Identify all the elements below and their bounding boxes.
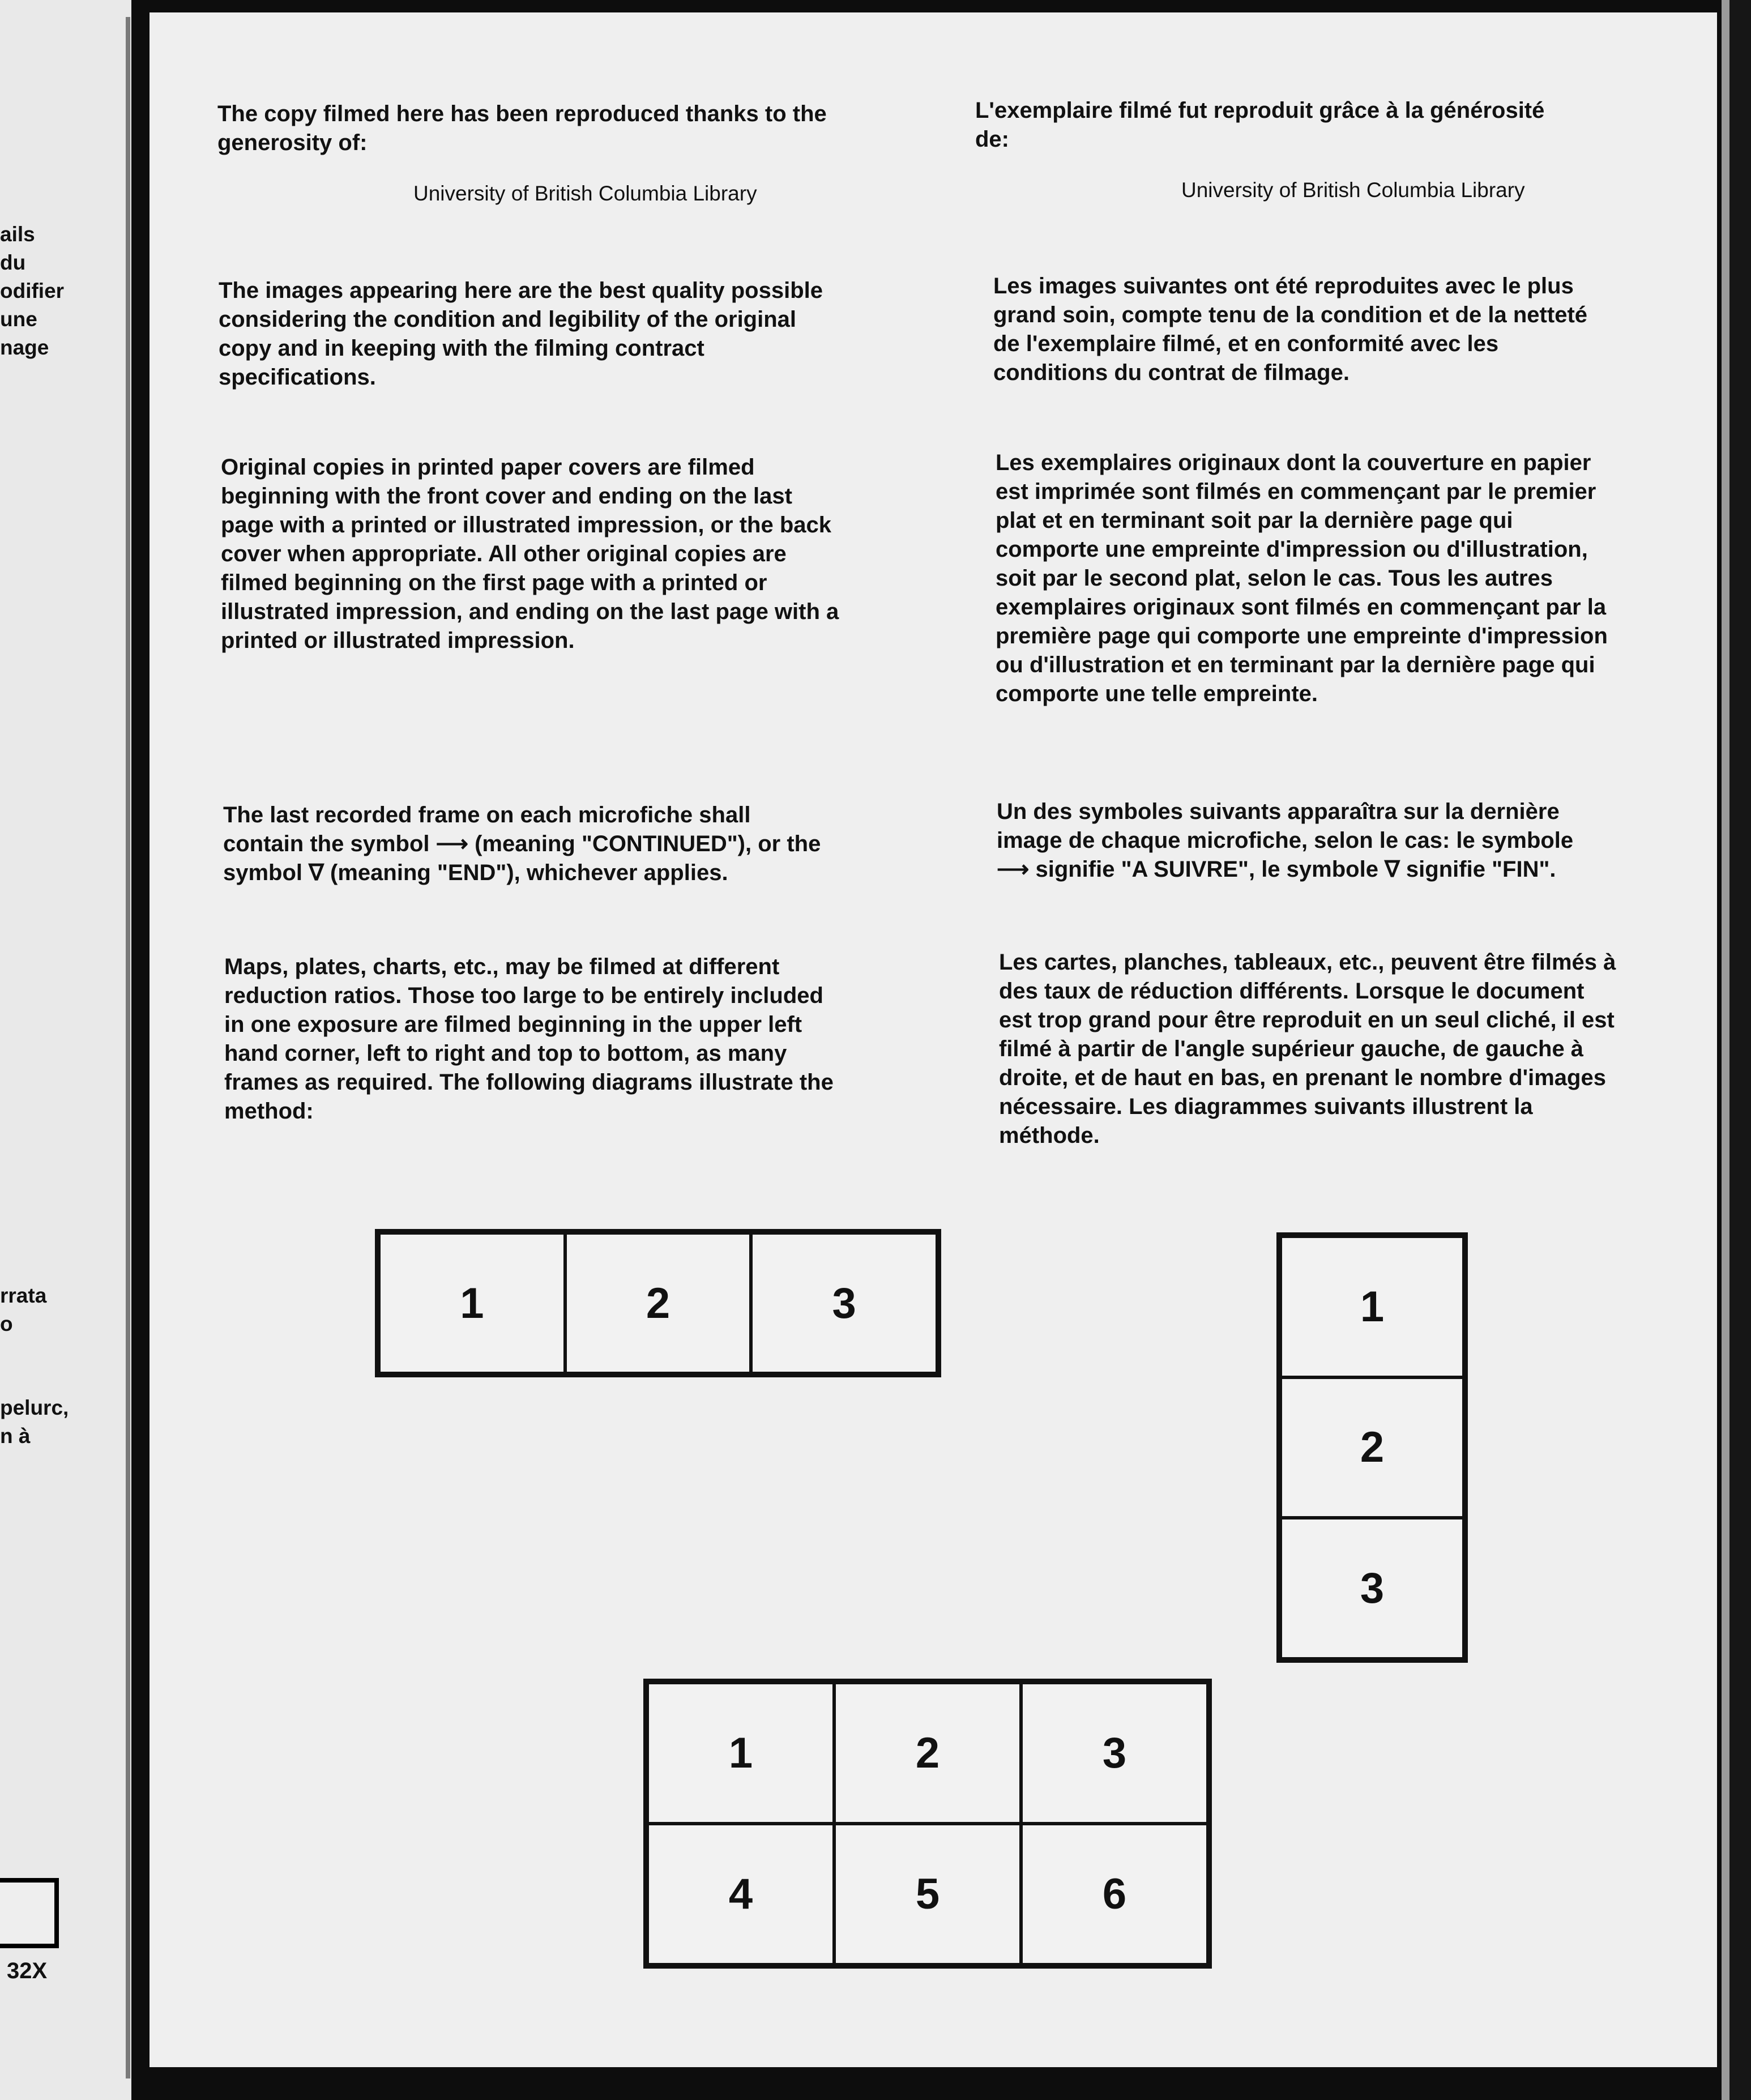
french-library: University of British Columbia Library bbox=[1181, 178, 1525, 202]
frame-cell: 3 bbox=[1280, 1518, 1464, 1659]
frame-cell: 3 bbox=[751, 1233, 937, 1373]
french-paragraph-4: Les cartes, planches, tableaux, etc., peuvent être filmés à des taux de réduction différents. Lorsque le document est trop grand pour être reproduit en un seul cliché, il est filmé à partir de l'angle supérieur gauche, de gauche à droite, et de haut en bas, en prenant le nombre d'images nécessaire. Les diagrammes suivants illustrent la méthode. bbox=[999, 950, 1616, 1148]
frame-cell: 6 bbox=[1021, 1824, 1208, 1965]
fragment: une bbox=[0, 308, 37, 331]
diagram-vertical bbox=[1276, 1232, 1468, 1663]
english-paragraph-2: Original copies in printed paper covers are filmed beginning with the front cover and ending on the last page with a printed or illustrated impression, or the back cover when appropriate. All other original copies are filmed beginning on the first page with a printed or illustrated impression, and ending on the last page with a printed or illustrated impression. bbox=[221, 455, 839, 653]
english-paragraph-1: The images appearing here are the best quality possible considering the condition and legibility of the original copy and in keeping with the filming contract specifications. bbox=[219, 278, 823, 390]
fragment: rrata bbox=[0, 1284, 47, 1307]
french-paragraph-3: Un des symboles suivants apparaîtra sur la dernière image de chaque microfiche, selon le cas: le symbole ⟶ signifie "A SUIVRE", le symbole ∇ signifie "FIN". bbox=[997, 799, 1574, 882]
french-paragraph-1: Les images suivantes ont été reproduites avec le plus grand soin, compte tenu de la condition et de la netteté de l'exemplaire filmé, et en conformité avec les conditions du contrat de filmage. bbox=[993, 274, 1588, 385]
reduction-box bbox=[0, 1878, 59, 1948]
fragment: nage bbox=[0, 336, 49, 359]
frame-cell: 1 bbox=[379, 1233, 565, 1373]
diagram-horizontal bbox=[375, 1229, 941, 1377]
french-paragraph-2: Les exemplaires originaux dont la couverture en papier est imprimée sont filmés en commençant par le premier plat et en terminant soit par la dernière page qui comporte une empreinte d'impression ou d'illustration, soit par le second plat, selon le cas. Tous les autres exemplaires originaux sont filmés en commençant par la première page qui comporte une empreinte d'impression ou d'illustration et en terminant par la dernière page qui comporte une telle empreinte. bbox=[996, 450, 1608, 706]
left-page-strip bbox=[0, 0, 131, 2100]
english-thanks: The copy filmed here has been reproduced thanks to the generosity of: bbox=[217, 101, 827, 155]
french-thanks: L'exemplaire filmé fut reproduit grâce à la générosité de: bbox=[975, 98, 1545, 152]
frame-cell: 2 bbox=[565, 1233, 751, 1373]
fragment: du bbox=[0, 251, 26, 274]
frame-cell: 5 bbox=[834, 1824, 1021, 1965]
english-paragraph-3: The last recorded frame on each microfiche shall contain the symbol ⟶ (meaning "CONTINUED"), or the symbol ∇ (meaning "END"), whichever applies. bbox=[223, 803, 821, 885]
reduction-label: 32X bbox=[7, 1958, 48, 1983]
frame-cell: 1 bbox=[1280, 1236, 1464, 1377]
frame-cell: 1 bbox=[647, 1683, 834, 1824]
frame-cell: 3 bbox=[1021, 1683, 1208, 1824]
fragment: pelurc, bbox=[0, 1396, 69, 1419]
fragment: ails bbox=[0, 223, 35, 246]
page-fold bbox=[126, 17, 130, 2078]
right-edge bbox=[1722, 0, 1751, 2100]
frame-cell: 2 bbox=[1280, 1377, 1464, 1518]
frame-cell: 2 bbox=[834, 1683, 1021, 1824]
fragment: odifier bbox=[0, 279, 65, 302]
english-paragraph-4: Maps, plates, charts, etc., may be filmed at different reduction ratios. Those too large to be entirely included in one exposure are filmed beginning in the upper left hand corner, left to right and top to bottom, as many frames as required. The following diagrams illustrate the method: bbox=[224, 954, 834, 1124]
fragment: n à bbox=[0, 1424, 31, 1448]
fragment: o bbox=[0, 1312, 13, 1335]
english-library: University of British Columbia Library bbox=[413, 182, 757, 205]
frame-cell: 4 bbox=[647, 1824, 834, 1965]
diagram-grid bbox=[643, 1679, 1212, 1969]
